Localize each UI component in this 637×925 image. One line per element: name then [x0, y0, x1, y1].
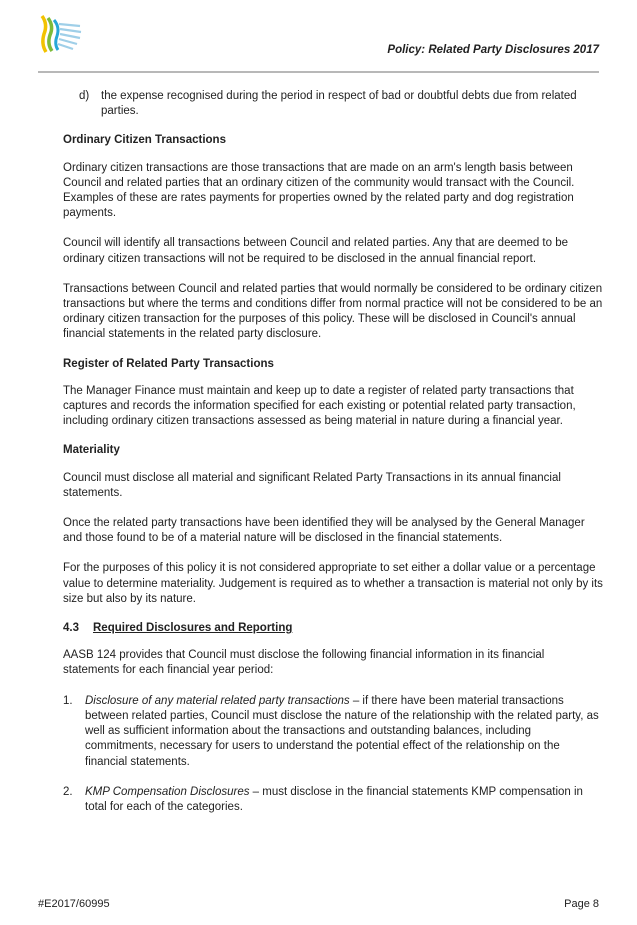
materiality-p3: For the purposes of this policy it is not considered appropriate to set either a dollar value or a percentage value to determine materiality. Judgement is required as to whether a transaction is material not only by its size but also by its nature.	[63, 562, 603, 605]
list-item-2	[63, 785, 603, 815]
materiality-heading: Materiality	[63, 444, 120, 457]
section-4-3-heading	[63, 621, 603, 636]
section-intro: AASB 124 provides that Council must disclose the following financial information in its financial statements for each financial year period:	[63, 649, 545, 677]
section-number: 4.3	[63, 622, 79, 635]
ordinary-heading: Ordinary Citizen Transactions	[63, 134, 226, 147]
header-divider	[38, 71, 599, 73]
list-item-title: KMP Compensation Disclosures	[85, 785, 250, 798]
ordinary-p3: Transactions between Council and related parties that would normally be considered to be ordinary citizen transactions but where the terms and conditions differ from normal practice will not be considered to be an ordinary citizen transaction for the purposes of this policy. These will be disclosed in Council's annual financial statements in the related party disclosure.	[63, 282, 603, 341]
ordinary-p1: Ordinary citizen transactions are those transactions that are made on an arm's length basis between Council and related parties that an ordinary citizen of the community would transact with the Council. Examples of these are rates payments for properties owned by the related party and dog registration payments.	[63, 161, 575, 220]
section-title: Required Disclosures and Reporting	[93, 622, 293, 635]
list-text	[85, 785, 603, 815]
materiality-p2: Once the related party transactions have been identified they will be analysed by the General Manager and those found to be of a material nature will be disclosed in the financial statements.	[63, 517, 585, 545]
list-marker: 1.	[63, 694, 73, 707]
register-p1: The Manager Finance must maintain and keep up to date a register of related party transactions that captures and records the information specified for each existing or potential related party transaction, including ordinary citizen transactions assessed as being material in nature during a financial year.	[63, 384, 576, 428]
list-text: the expense recognised during the period in respect of bad or doubtful debts due from related parties.	[101, 90, 577, 118]
ordinary-p2: Council will identify all transactions between Council and related parties. Any that are deemed to be ordinary citizen transactions will not be required to be disclosed in the annual financial report.	[63, 237, 569, 265]
list-marker: d)	[79, 90, 90, 102]
document-id: #E2017/60995	[38, 898, 110, 910]
page-number: Page 8	[564, 898, 599, 910]
header-title: Policy: Related Party Disclosures 2017	[387, 44, 599, 56]
list-marker: 2.	[63, 785, 73, 798]
list-item-1	[63, 694, 603, 770]
document-body	[63, 89, 603, 815]
list-item-d	[63, 89, 603, 119]
materiality-p1: Council must disclose all material and significant Related Party Transactions in its annual financial statements.	[63, 471, 561, 499]
register-heading: Register of Related Party Transactions	[63, 357, 274, 370]
list-item-title: Disclosure of any material related party transactions	[85, 694, 350, 707]
council-logo-icon	[36, 12, 84, 54]
list-item-body: – must disclose in the financial statements KMP compensation in total for each of the categories.	[85, 785, 583, 813]
list-item-body: – if there have been material transactions between related parties, Council must disclose the nature of the relationship with the related party, as well as sufficient information about the transactions and outstanding balances, including commitments, necessary for users to understand the potential effect of the relationship on the financial statements.	[85, 694, 599, 768]
list-text	[85, 694, 603, 770]
